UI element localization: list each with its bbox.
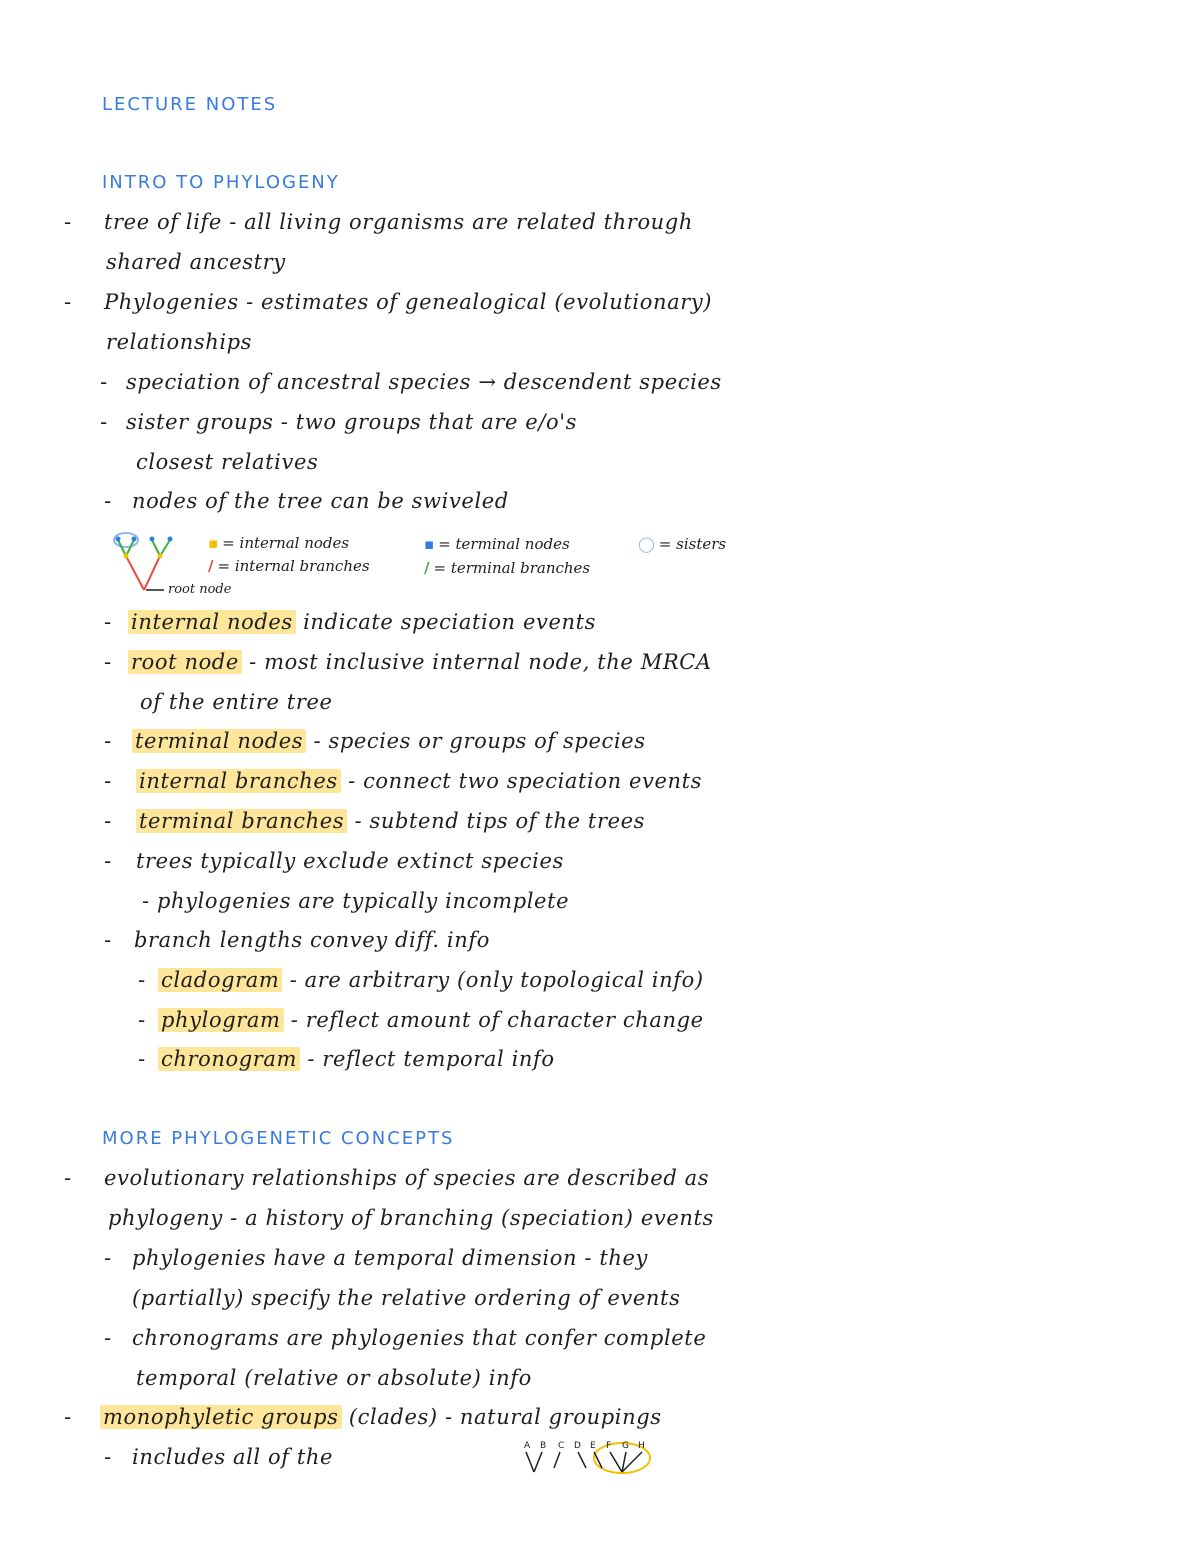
note-line: internal nodes indicate speciation events [128, 610, 596, 634]
bullet-dash: - [138, 1047, 146, 1071]
clade-branch [526, 1452, 534, 1472]
terminal-branch-icon [160, 540, 170, 556]
legend-terminal-nodes: ▪ = terminal nodes [424, 535, 570, 553]
bullet-dash: - [64, 210, 72, 234]
highlighted-term: chronogram [158, 1047, 300, 1071]
note-line: sister groups - two groups that are e/o's [126, 410, 577, 434]
note-line: evolutionary relationships of species are described as [104, 1166, 710, 1190]
note-line: internal branches - connect two speciation events [136, 769, 702, 793]
clade-branch [578, 1452, 586, 1468]
bullet-dash: - [64, 1405, 72, 1429]
bullet-dash: - [104, 650, 112, 674]
note-line: trees typically exclude extinct species [136, 849, 564, 873]
terminal-node-icon [168, 537, 173, 542]
highlighted-term: terminal branches [136, 809, 347, 833]
terminal-node-icon [132, 537, 137, 542]
internal-branch-icon [126, 556, 144, 590]
clade-branch [534, 1452, 542, 1472]
note-line: branch lengths convey diff. info [134, 928, 490, 952]
section-heading-intro: INTRO TO PHYLOGENY [102, 172, 340, 193]
legend-internal-nodes: ▪ = internal nodes [208, 534, 350, 552]
bullet-dash: - [138, 1008, 146, 1032]
note-line: Phylogenies - estimates of genealogical (evolutionary) [104, 290, 713, 314]
bullet-dash: - [104, 610, 112, 634]
clade-diagram [518, 1438, 658, 1478]
highlighted-term: terminal nodes [132, 729, 306, 753]
page-title: LECTURE NOTES [102, 94, 278, 115]
legend-root-node: root node [168, 582, 232, 597]
clade-tip-label: E [590, 1441, 596, 1451]
clade-tip-label: H [638, 1441, 645, 1451]
note-line: speciation of ancestral species → descendent species [126, 370, 722, 394]
bullet-dash: - [104, 1445, 112, 1469]
bullet-dash: - [100, 370, 108, 394]
internal-node-swatch-icon: ▪ [208, 534, 219, 552]
note-line: tree of life - all living organisms are related through [104, 210, 693, 234]
clade-tip-label: A [524, 1441, 531, 1451]
note-line: phylogram - reflect amount of character change [158, 1008, 704, 1032]
bullet-dash: - [100, 410, 108, 434]
section-heading-more: MORE PHYLOGENETIC CONCEPTS [102, 1128, 455, 1149]
note-line: cladogram - are arbitrary (only topological info) [158, 968, 704, 992]
terminal-branch-icon [126, 540, 134, 556]
bullet-dash: - [64, 1166, 72, 1190]
clade-tip-label: F [606, 1441, 612, 1451]
bullet-dash: - [64, 290, 72, 314]
internal-branch-swatch-icon: / [208, 557, 214, 575]
highlighted-term: cladogram [158, 968, 282, 992]
bullet-dash: - [104, 489, 112, 513]
highlighted-term: monophyletic groups [100, 1405, 342, 1429]
terminal-branch-swatch-icon: / [424, 559, 430, 577]
clade-tip-label: D [574, 1441, 581, 1451]
note-line: relationships [106, 330, 253, 354]
terminal-node-icon [150, 537, 155, 542]
note-line: (partially) specify the relative ordering of events [132, 1286, 681, 1310]
note-line: nodes of the tree can be swiveled [132, 489, 509, 513]
note-line: phylogeny - a history of branching (speciation) events [108, 1206, 714, 1230]
bullet-dash: - [104, 769, 112, 793]
legend-internal-branches: / = internal branches [208, 557, 370, 575]
note-line: phylogenies have a temporal dimension - they [132, 1246, 648, 1270]
bullet-dash: - [138, 968, 146, 992]
note-line: chronograms are phylogenies that confer complete [132, 1326, 707, 1350]
note-line: terminal nodes - species or groups of species [132, 729, 646, 753]
highlighted-term: root node [128, 650, 242, 674]
clade-branch [610, 1452, 622, 1472]
bullet-dash: - [104, 849, 112, 873]
sister-swatch-icon: ◯ [638, 535, 655, 553]
note-line: - phylogenies are typically incomplete [142, 889, 570, 913]
note-line: monophyletic groups (clades) - natural groupings [100, 1405, 662, 1429]
clade-tip-label: B [540, 1441, 547, 1451]
internal-node-icon [124, 554, 129, 559]
bullet-dash: - [104, 729, 112, 753]
note-line: includes all of the [132, 1445, 334, 1469]
internal-branch-icon [144, 556, 160, 590]
note-line: temporal (relative or absolute) info [136, 1366, 532, 1390]
highlighted-term: internal branches [136, 769, 341, 793]
note-line: root node - most inclusive internal node, the MRCA [128, 650, 712, 674]
terminal-node-icon [116, 537, 121, 542]
note-line: terminal branches - subtend tips of the trees [136, 809, 645, 833]
terminal-branch-icon [152, 540, 160, 556]
terminal-branch-icon [118, 540, 126, 556]
note-line: closest relatives [136, 450, 319, 474]
note-line: shared ancestry [106, 250, 286, 274]
note-line: of the entire tree [140, 690, 333, 714]
note-line: chronogram - reflect temporal info [158, 1047, 555, 1071]
internal-node-icon [158, 554, 163, 559]
bullet-dash: - [104, 1326, 112, 1350]
bullet-dash: - [104, 928, 112, 952]
clade-tip-label: G [622, 1441, 629, 1451]
terminal-node-swatch-icon: ▪ [424, 535, 435, 553]
legend-sisters: ◯ = sisters [638, 535, 727, 553]
legend-terminal-branches: / = terminal branches [424, 559, 591, 577]
bullet-dash: - [104, 809, 112, 833]
clade-branch [554, 1452, 560, 1468]
highlighted-term: internal nodes [128, 610, 296, 634]
clade-tip-label: C [558, 1441, 565, 1451]
highlighted-term: phylogram [158, 1008, 284, 1032]
bullet-dash: - [104, 1246, 112, 1270]
